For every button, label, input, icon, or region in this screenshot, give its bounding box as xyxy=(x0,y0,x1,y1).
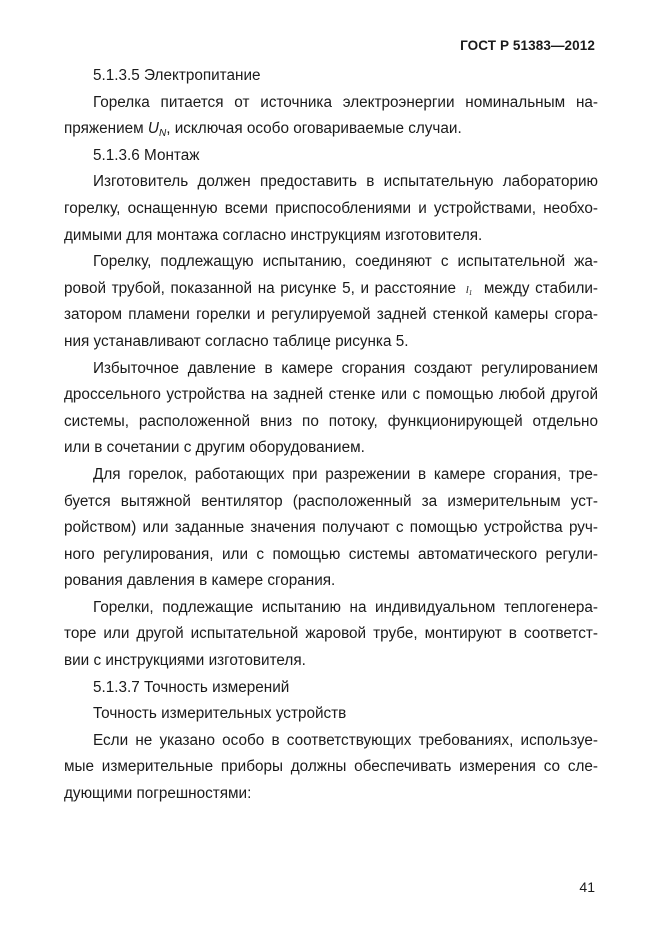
section-title-5135: 5.1.3.5 Электропитание xyxy=(93,67,261,84)
text-line: или в сочетании с другим оборудованием. xyxy=(64,439,365,457)
symbol-letter: U xyxy=(147,120,159,138)
page-number: 41 xyxy=(579,879,595,895)
text-line: димыми для монтажа согласно инструкциям изготовителя. xyxy=(64,226,483,244)
text-line: Изготовитель должен предоставить в испытательную лабораторию xyxy=(93,173,598,191)
text-line: буется вытяжной вентилятор (расположенный за измерительным уст- xyxy=(64,492,598,510)
symbol-letter: l xyxy=(465,283,469,296)
text-line: Горелка питается от источника электроэнергии номинальным на- xyxy=(93,93,598,111)
text-fragment: ровой трубой, показанной на рисунке 5, и расстояние xyxy=(64,279,457,297)
text-line: вии с инструкциями изготовителя. xyxy=(64,652,306,670)
text-line: системы, расположенной вниз по потоку, функционирующей отдельно xyxy=(64,412,598,430)
text-line: торе или другой испытательной жаровой трубе, монтируют в соответст- xyxy=(64,625,598,643)
text-line: Горелку, подлежащую испытанию, соединяют с испытательной жа- xyxy=(93,253,598,271)
text-line: дующими погрешностями: xyxy=(64,785,252,803)
text-line: горелку, оснащенную всеми приспособлениями и устройствами, необхо- xyxy=(64,199,598,217)
text-line: затором пламени горелки и регулируемой задней стенкой камеры сгора- xyxy=(64,306,598,324)
text-line: рования давления в камере сгорания. xyxy=(64,572,336,590)
subsection-heading: Точность измерительных устройств xyxy=(93,705,347,723)
text-line xyxy=(64,116,598,143)
text-line: Если не указано особо в соответствующих требованиях, используе- xyxy=(93,731,598,749)
text-line: дроссельного устройства на задней стенке или с помощью любой другой xyxy=(64,386,598,404)
text-line: ного регулирования, или с помощью системы автоматического регули- xyxy=(64,545,598,563)
text-line: ния устанавливают согласно таблице рисунка 5. xyxy=(64,332,409,350)
text-fragment: , исключая особо оговариваемые случаи. xyxy=(166,120,462,138)
voltage-symbol xyxy=(147,120,167,140)
text-line: Горелки, подлежащие испытанию на индивидуальном теплогенера- xyxy=(93,598,598,616)
text-line: Для горелок, работающих при разрежении в камере сгорания, тре- xyxy=(93,465,598,483)
distance-symbol xyxy=(462,284,479,296)
text-line xyxy=(64,276,598,303)
text-line: Избыточное давление в камере сгорания создают регулированием xyxy=(93,359,598,377)
text-line: ройством) или заданные значения получают с помощью устройства руч- xyxy=(64,519,598,537)
text-fragment: пряжением xyxy=(64,120,148,138)
symbol-subscript: 1 xyxy=(468,288,473,297)
standard-designation: ГОСТ Р 51383—2012 xyxy=(460,38,595,53)
document-body xyxy=(64,63,598,808)
symbol-subscript: N xyxy=(158,128,167,140)
section-title-5137: 5.1.3.7 Точность измерений xyxy=(93,678,290,696)
text-fragment: между стабили- xyxy=(483,279,599,297)
section-title-5136: 5.1.3.6 Монтаж xyxy=(93,146,200,164)
text-line: мые измерительные приборы должны обеспечивать измерения со сле- xyxy=(64,758,598,776)
